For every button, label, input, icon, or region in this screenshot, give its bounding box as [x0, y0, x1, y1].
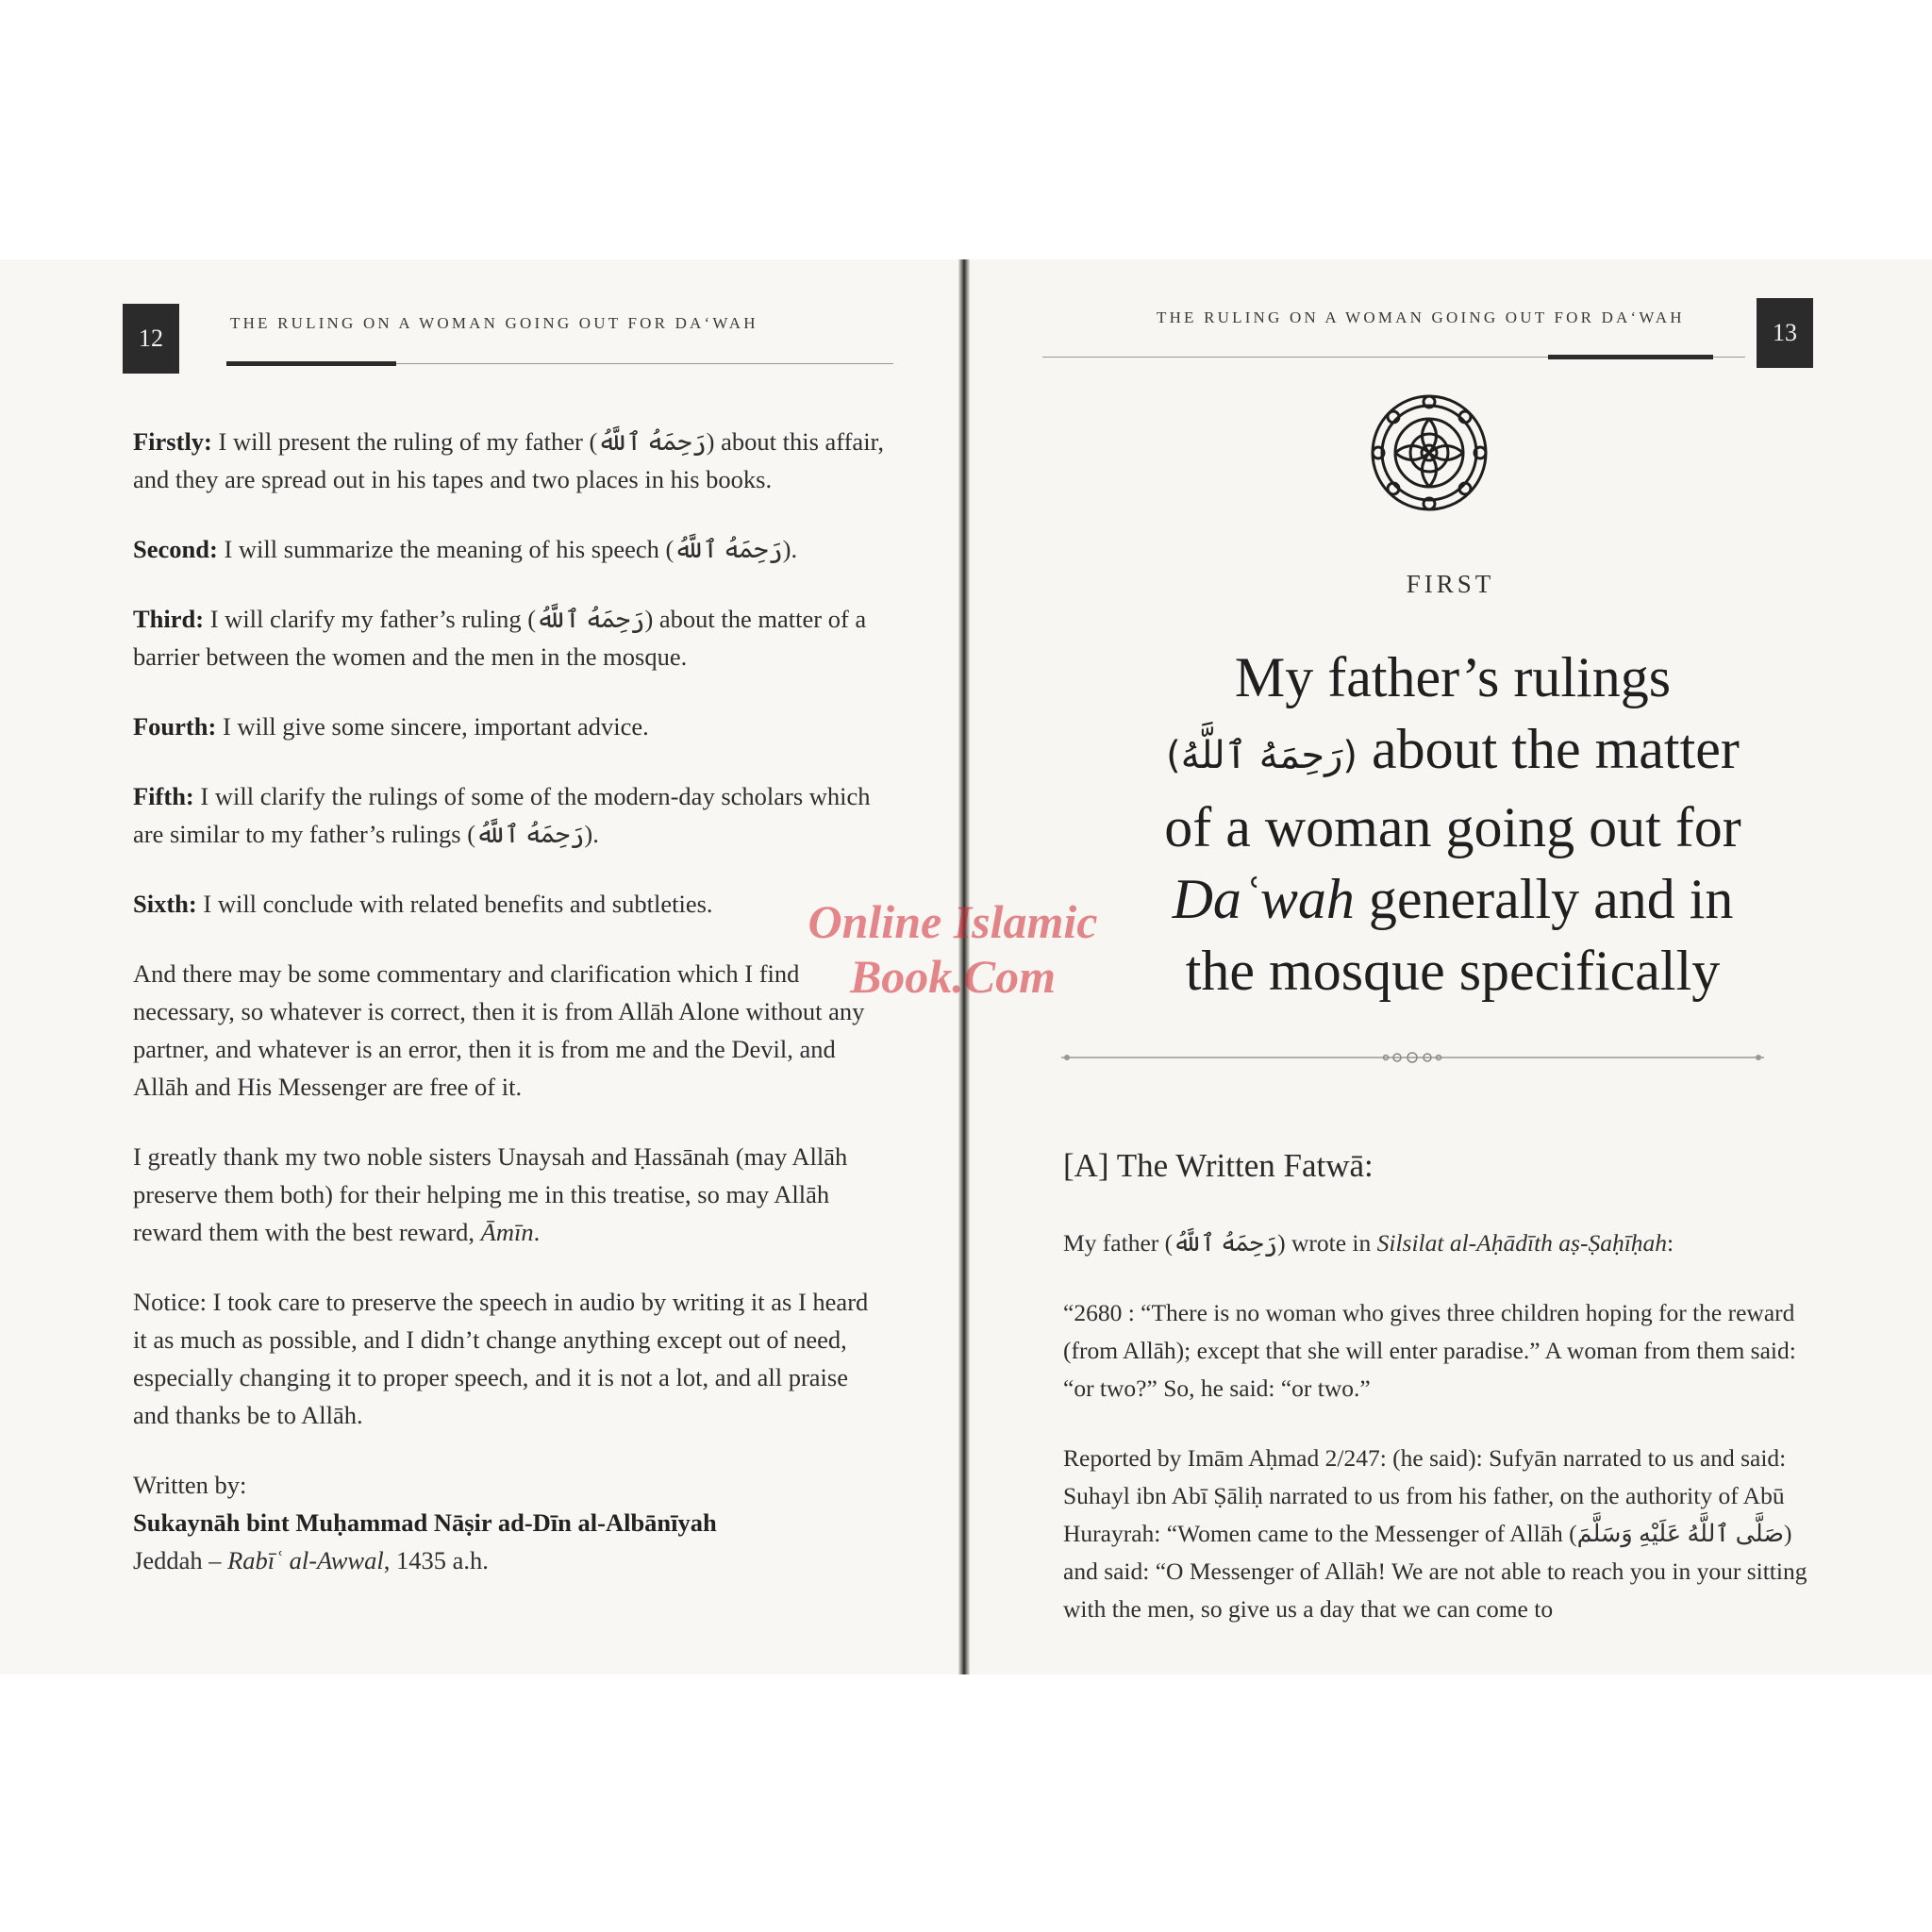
paragraph-thanks: I greatly thank my two noble sisters Unaysah and Ḥassānah (may Allāh preserve them both) for their helping me in this treatise, so may Allāh reward them with the best reward, Āmīn.	[133, 1142, 848, 1246]
item-fifth: Fifth: I will clarify the rulings of some of the modern-day scholars which are similar to my father’s rulings (رَحِمَهُ ٱللَّهُ).	[133, 782, 871, 848]
right-running-head: THE RULING ON A WOMAN GOING OUT FOR DA‘WAH	[1157, 308, 1685, 326]
written-by-label: Written by:	[133, 1471, 247, 1499]
item-second: Second: I will summarize the meaning of his speech (رَحِمَهُ ٱللَّهُ).	[133, 535, 798, 563]
item-fourth: Fourth: I will give some sincere, important advice.	[133, 712, 649, 741]
watermark: Online Islamic Book.Com	[808, 895, 1098, 1003]
narration: Reported by Imām Aḥmad 2/247: (he said): Sufyān narrated to us and said: Suhayl ibn Abī Ṣāliḥ narrated to us from his father, on the authority of Abū Hurayrah: “Women came to the Messenger of Allāh (صَلَّى ٱللَّهُ عَلَيْهِ وَسَلَّمَ) and said: “O Messenger of Allāh! We are not able to reach you in your sitting with the men, so give us a day that we can come to	[1063, 1444, 1807, 1623]
hadith-quote: “2680 : “There is no woman who gives three children hoping for the reward (from Allāh); except that she will enter paradise.” A woman from them said: “or two?” So, he said: “or two.”	[1063, 1299, 1796, 1402]
left-running-head: THE RULING ON A WOMAN GOING OUT FOR DA‘WAH	[230, 314, 758, 332]
author-name: Sukaynāh bint Muḥammad Nāṣir ad-Dīn al-Albānīyah	[133, 1508, 717, 1537]
item-sixth: Sixth: I will conclude with related benefits and subtleties.	[133, 890, 713, 918]
circular-rosette-icon	[1368, 391, 1491, 514]
item-third: Third: I will clarify my father’s ruling (رَحِمَهُ ٱللَّهُ) about the matter of a barrier between the women and the men in the mosque.	[133, 605, 867, 671]
item-firstly: Firstly: I will present the ruling of my father (رَحِمَهُ ٱللَّهُ) about this affair, and they are spread out in his tapes and two places in his books.	[133, 427, 884, 493]
chapter-label: FIRST	[1406, 570, 1495, 598]
right-header-rule-accent	[1548, 355, 1713, 359]
right-page-number: 13	[1757, 298, 1813, 368]
intro-line: My father (رَحِمَهُ ٱللَّهُ) wrote in Silsilat al-Aḥādīth aṣ-Ṣaḥīḥah:	[1063, 1229, 1674, 1257]
left-header-rule-accent	[226, 361, 396, 366]
chapter-title: My father’s rulings (رَحِمَهُ ٱللَّهُ) about the matter of a woman going out for Daʿwah generally and in the mosque specifically	[1164, 646, 1741, 1002]
section-heading: [A] The Written Fatwā:	[1063, 1147, 1374, 1184]
signature-block	[133, 1466, 888, 1579]
right-body	[1063, 1224, 1818, 1660]
date-line: Jeddah – Rabīʿ al-Awwal, 1435 a.h.	[133, 1546, 489, 1574]
paragraph-notice: Notice: I took care to preserve the speech in audio by writing it as I heard it as much as possible, and I didn’t change anything except out of need, especially changing it to proper speech, and it is not a lot, and all praise and thanks be to Allāh.	[133, 1288, 869, 1429]
left-page-number: 12	[123, 304, 179, 374]
ornamental-divider	[1061, 1049, 1764, 1066]
paragraph-commentary: And there may be some commentary and clarification which I find necessary, so whatever is correct, then it is from Allāh Alone without any partner, and whatever is an error, then it is from me and the Devil, and Allāh and His Messenger are free of it.	[133, 959, 865, 1101]
